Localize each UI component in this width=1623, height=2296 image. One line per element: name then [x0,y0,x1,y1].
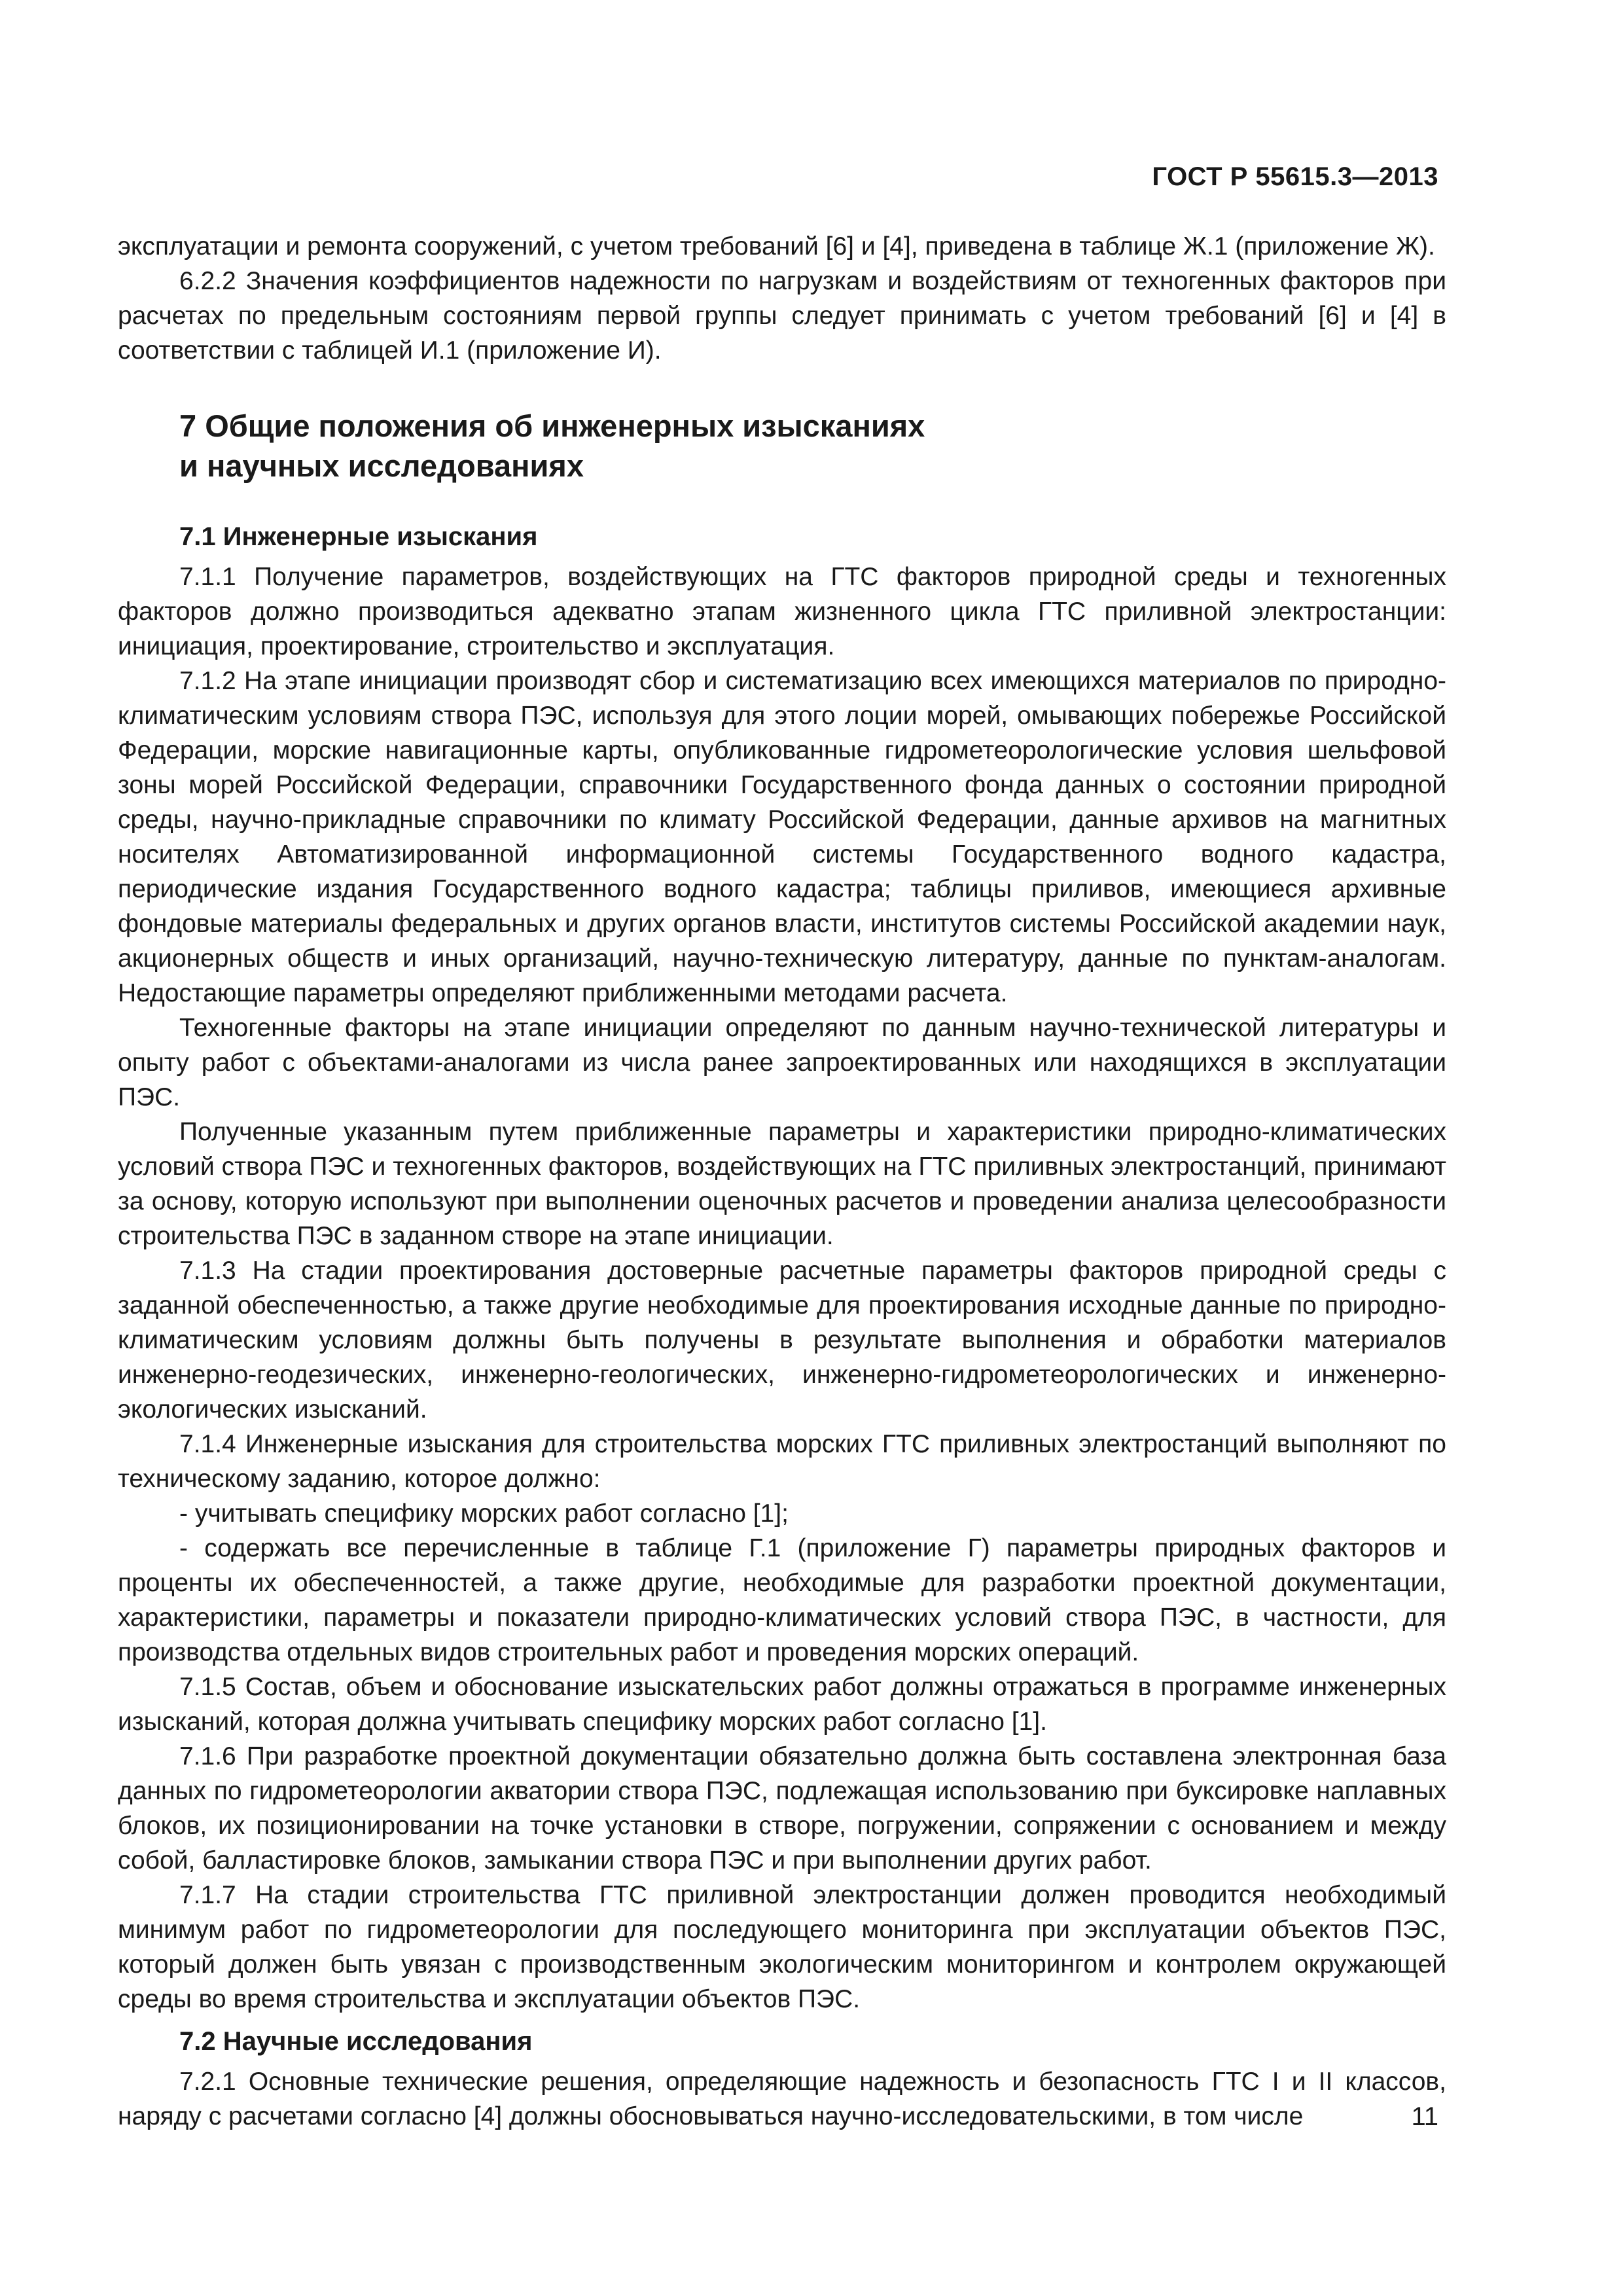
list-item: - учитывать специфику морских работ согласно [1]; [179,1499,789,1528]
paragraph-7-1-3: 7.1.3 На стадии проектирования достоверные расчетные параметры факторов природной среды с заданной обеспеченностью, а также другие необходимые для проектирования исходные данные по природно-климатическим условиям должны быть получены в результате выполнения и обработки материалов инженерно-геодезических, инженерно-геологических, инженерно-гидрометеорологических и инженерно-экологических изысканий. [118,1257,1446,1424]
section-7-title-line2: и научных исследованиях [179,448,584,483]
paragraph-7-2-1: 7.2.1 Основные технические решения, определяющие надежность и безопасность ГТС I и II классов, наряду с расчетами согласно [4] должны обосновываться научно-исследовательскими, в том числе [118,2068,1446,2130]
subsection-7-2-title: 7.2 Научные исследования [179,2027,533,2056]
list-item: - содержать все перечисленные в таблице Г.1 (приложение Г) параметры природных факторов и проценты их обеспеченностей, а также другие, необходимые для разработки проектной документации, характеристики, параметры и показатели природно-климатических условий створа ПЭС, в частности, для производства отдельных видов строительных работ и проведения морских операций. [118,1534,1446,1666]
section-7-title-line1: 7 Общие положения об инженерных изысканиях [179,408,925,443]
paragraph-technogenic-factors: Техногенные факторы на этапе инициации определяют по данным научно-технической литературы и опыту работ с объектами-аналогами из числа ранее запроектированных или находящихся в эксплуатации ПЭС. [118,1014,1446,1111]
paragraph-6-2-2: 6.2.2 Значения коэффициентов надежности по нагрузкам и воздействиям от техногенных факторов при расчетах по предельным состояниям первой группы следует принимать с учетом требований [6] и [4] в соответствии с таблицей И.1 (приложение И). [118,267,1446,365]
section-7-title [179,406,1446,486]
paragraph-7-1-1: 7.1.1 Получение параметров, воздействующих на ГТС факторов природной среды и техногенных факторов должно производиться адекватно этапам жизненного цикла ГТС приливной электростанции: инициация, проектирование, строительство и эксплуатация. [118,563,1446,660]
page-body [118,229,1446,2134]
subsection-7-1-title: 7.1 Инженерные изыскания [179,522,538,551]
paragraph-7-1-2: 7.1.2 На этапе инициации производят сбор и систематизацию всех имеющихся материалов по природно-климатическим условиям створа ПЭС, используя для этого лоции морей, омывающих побережье Российской Федерации, морские навигационные карты, опубликованные гидрометеорологические условия шельфовой зоны морей Российской Федерации, справочники Государственного фонда данных о состоянии природной среды, научно-прикладные справочники по климату Российской Федерации, данные архивов на магнитных носителях Автоматизированной информационной системы Государственного водного кадастра, периодические издания Государственного водного кадастра; таблицы приливов, имеющиеся архивные фондовые материалы федеральных и других органов власти, институтов системы Российской академии наук, акционерных обществ и иных организаций, научно-техническую литературу, данные по пунктам-аналогам. Недостающие параметры определяют приближенными методами расчета. [118,667,1446,1007]
paragraph-continuation: эксплуатации и ремонта сооружений, с учетом требований [6] и [4], приведена в таблице Ж.1 (приложение Ж). [118,232,1435,260]
paragraph-obtained-parameters: Полученные указанным путем приближенные параметры и характеристики природно-климатических условий створа ПЭС и техногенных факторов, воздействующих на ГТС приливных электростанций, принимают за основу, которую используют при выполнении оценочных расчетов и проведении анализа целесообразности строительства ПЭС в заданном створе на этапе инициации. [118,1118,1446,1250]
paragraph-7-1-6: 7.1.6 При разработке проектной документации обязательно должна быть составлена электронная база данных по гидрометеорологии акватории створа ПЭС, подлежащая использованию при буксировке наплавных блоков, их позиционировании на точке установки в створе, погружении, сопряжении с основанием и между собой, балластировке блоков, замыкании створа ПЭС и при выполнении других работ. [118,1742,1446,1874]
paragraph-7-1-4: 7.1.4 Инженерные изыскания для строительства морских ГТС приливных электростанций выполняют по техническому заданию, которое должно: [118,1430,1446,1493]
page-number: 11 [1411,2102,1438,2131]
paragraph-7-1-5: 7.1.5 Состав, объем и обоснование изыскательских работ должны отражаться в программе инженерных изысканий, которая должна учитывать специфику морских работ согласно [1]. [118,1673,1446,1736]
paragraph-7-1-7: 7.1.7 На стадии строительства ГТС приливной электростанции должен проводится необходимый минимум работ по гидрометеорологии для последующего мониторинга при эксплуатации объектов ПЭС, который должен быть увязан с производственным экологическим мониторингом и контролем окружающей среды во время строительства и эксплуатации объектов ПЭС. [118,1881,1446,2013]
document-code-header: ГОСТ Р 55615.3—2013 [1152,162,1438,191]
